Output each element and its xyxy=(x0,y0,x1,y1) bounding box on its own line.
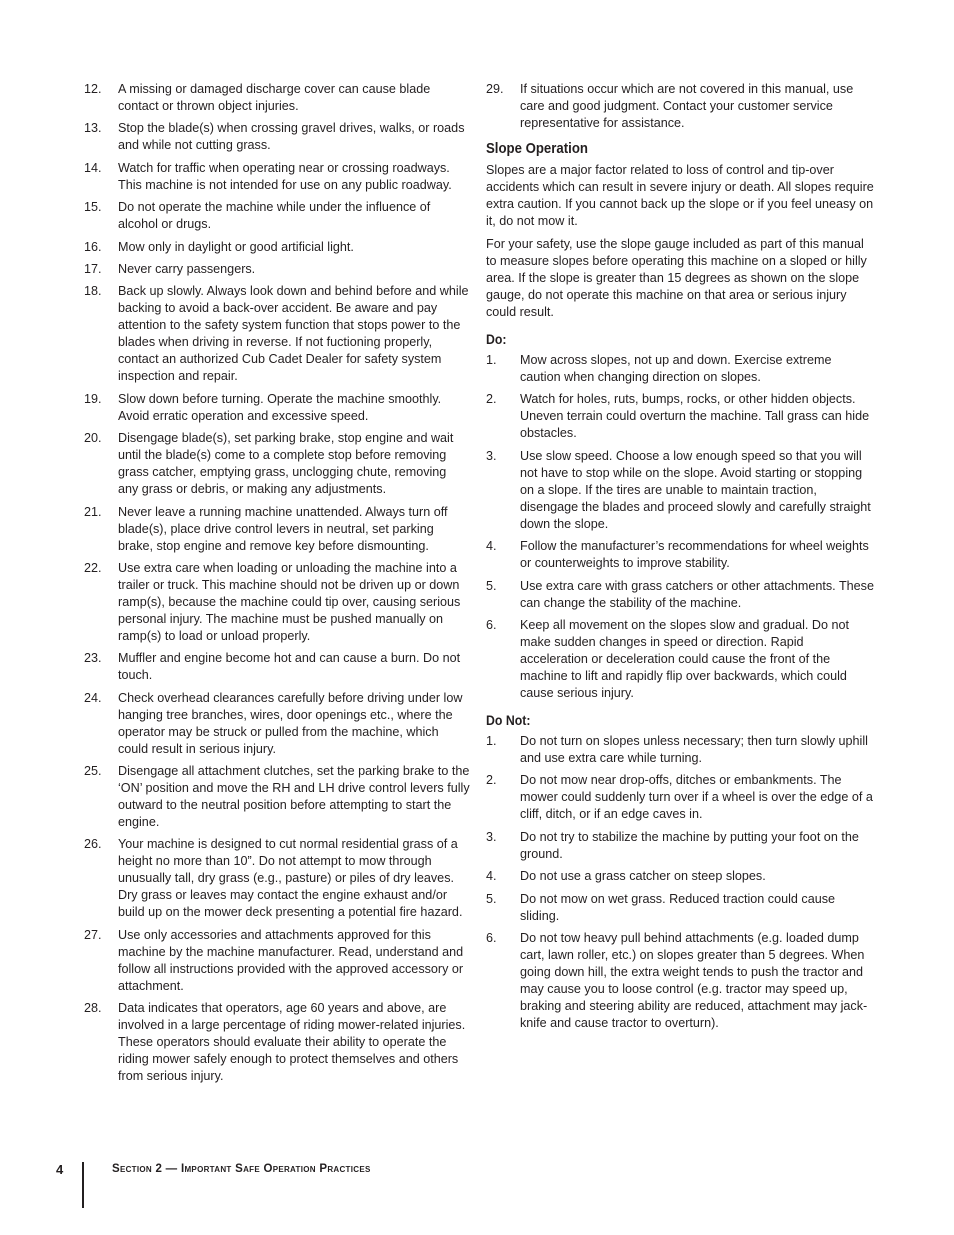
slope-operation-heading: Slope Operation xyxy=(486,140,588,157)
item-number: 2. xyxy=(486,392,497,407)
item-text: Data indicates that operators, age 60 years and above, are involved in a large percentage of riding mower-related injuries. These operators should evaluate their ability to operate the riding mower safely enough to protect themselves and others from serious injury. xyxy=(118,1001,466,1084)
list-item xyxy=(84,199,470,233)
list-item xyxy=(84,560,470,645)
item-number: 14. xyxy=(84,160,102,175)
right-column xyxy=(486,81,874,1037)
list-item xyxy=(84,690,470,758)
item-number: 22. xyxy=(84,560,102,575)
item-number: 2. xyxy=(486,773,497,788)
list-item xyxy=(84,239,470,256)
item-text: Do not use a grass catcher on steep slopes. xyxy=(520,869,766,884)
item-number: 1. xyxy=(486,353,497,367)
item-text: If situations occur which are not covered in this manual, use care and good judgment. Contact your customer service representative for assistance. xyxy=(520,82,854,130)
list-item xyxy=(486,772,874,823)
section-title: Section 2 — Important Safe Operation Practices xyxy=(112,1163,371,1175)
slope-paragraph-1: Slopes are a major factor related to loss of control and tip-over accidents which can result in severe injury or death. All slopes require extra caution. If you cannot back up the slope or if you feel uneasy on it, do not mow it. xyxy=(486,163,874,228)
item-number: 20. xyxy=(84,431,102,446)
left-column xyxy=(84,81,470,1091)
item-number: 3. xyxy=(486,448,497,463)
item-text: Do not operate the machine while under the influence of alcohol or drugs. xyxy=(118,200,431,232)
item-text: Check overhead clearances carefully before driving under low hanging tree branches, wires, door openings etc., where the operator may be struck or pulled from the machine, which could result in serious injury. xyxy=(118,690,463,756)
list-item xyxy=(486,617,874,702)
item-text: Keep all movement on the slopes slow and gradual. Do not make sudden changes in speed or direction. Rapid acceleration or deceleration could cause the front of the machine to lift and rapidly flip over backwards, which could cause serious injury. xyxy=(520,617,850,700)
safety-list xyxy=(84,81,470,1085)
list-item xyxy=(84,763,470,831)
item-number: 17. xyxy=(84,261,102,276)
list-item xyxy=(84,261,470,278)
page-number: 4 xyxy=(56,1162,64,1177)
item-number: 1. xyxy=(486,733,497,748)
item-number: 25. xyxy=(84,764,102,779)
item-text: Never leave a running machine unattended. Always turn off blade(s), place drive control levers in neutral, set parking brake, stop engine and remove key before dismounting. xyxy=(118,504,448,553)
item-number: 6. xyxy=(486,930,497,945)
item-number: 28. xyxy=(84,1001,102,1016)
item-number: 6. xyxy=(486,617,497,632)
list-item xyxy=(84,927,470,995)
do-not-list xyxy=(486,733,874,1032)
list-item xyxy=(84,283,470,385)
item-text: Disengage blade(s), set parking brake, stop engine and wait until the blade(s) come to a complete stop before removing grass catcher, emptying grass, unclogging chute, removing any grass or debris, or making any adjustments. xyxy=(118,431,454,497)
item-number: 13. xyxy=(84,121,102,136)
page-footer xyxy=(56,1162,556,1208)
item-number: 5. xyxy=(486,891,497,906)
list-item xyxy=(84,81,470,115)
item-text: Slow down before turning. Operate the machine smoothly. Avoid erratic operation and excessive speed. xyxy=(118,391,442,423)
list-item xyxy=(486,448,874,533)
list-item xyxy=(486,578,874,612)
list-item xyxy=(486,391,874,442)
item-number: 26. xyxy=(84,837,102,852)
list-item xyxy=(84,836,470,921)
item-text: Stop the blade(s) when crossing gravel drives, walks, or roads and while not cutting grass. xyxy=(118,121,465,153)
item-number: 23. xyxy=(84,651,102,666)
list-item xyxy=(486,891,874,925)
item-number: 18. xyxy=(84,284,102,299)
item-text: A missing or damaged discharge cover can cause blade contact or thrown object injuries. xyxy=(118,82,431,113)
list-item-29 xyxy=(486,81,874,132)
item-text: Watch for traffic when operating near or crossing roadways. This machine is not intended for use on any public roadway. xyxy=(118,160,452,192)
list-item xyxy=(84,504,470,555)
item-number: 19. xyxy=(84,391,102,406)
item-text: Use slow speed. Choose a low enough speed so that you will not have to stop while on the slope. Avoid starting or stopping on a slope. If the tires are unable to maintain traction, disengage the blades and proceed slowly and carefully straight down the slope. xyxy=(520,448,871,531)
item-number: 4. xyxy=(486,869,497,884)
item-text: Back up slowly. Always look down and behind before and while backing to avoid a back-over accident. Be aware and pay attention to the safety system function that stops power to the blades when driving in reverse. If not fuctioning properly, contact an authorized Cub Cadet Dealer for safety system inspection and repair. xyxy=(118,284,469,384)
list-item xyxy=(486,733,874,767)
item-text: Use extra care with grass catchers or other attachments. These can change the stability of the machine. xyxy=(520,578,874,610)
item-number: 21. xyxy=(84,504,102,519)
item-number: 12. xyxy=(84,82,102,96)
item-text: Disengage all attachment clutches, set the parking brake to the ‘ON’ position and move the RH and LH drive control levers fully outward to the neutral position before attempting to start the engine. xyxy=(118,764,470,830)
item-number: 27. xyxy=(84,927,102,942)
item-text: Muffler and engine become hot and can cause a burn. Do not touch. xyxy=(118,651,461,683)
item-number: 15. xyxy=(84,200,102,215)
item-text: Mow across slopes, not up and down. Exercise extreme caution when changing direction on slopes. xyxy=(520,353,832,384)
slope-paragraph-2: For your safety, use the slope gauge included as part of this manual to measure slopes before operating this machine on a sloped or hilly area. If the slope is greater than 15 degrees as shown on the slope gauge, do not operate this machine on that area or serious injury could result. xyxy=(486,237,867,319)
item-text: Do not tow heavy pull behind attachments (e.g. loaded dump cart, lawn roller, etc.) on slopes greater than 5 degrees. When going down hill, the extra weight tends to push the tractor and may cause you to loose control (e.g. tractor may speed up, braking and steering ability are reduced, attachment may jack-knife and cause tractor to overturn). xyxy=(520,930,868,1030)
item-text: Do not turn on slopes unless necessary; then turn slowly uphill and use extra care while turning. xyxy=(520,733,868,765)
list-item xyxy=(84,120,470,154)
do-list xyxy=(486,352,874,702)
do-heading: Do: xyxy=(486,331,507,347)
item-text: Watch for holes, ruts, bumps, rocks, or other hidden objects. Uneven terrain could overturn the machine. Tall grass can hide obstacles. xyxy=(520,392,870,441)
list-item xyxy=(486,829,874,863)
footer-divider xyxy=(82,1162,84,1208)
item-text: Your machine is designed to cut normal residential grass of a height no more than 10”. Do not attempt to mow through unusually tall, dry grass (e.g., pasture) or piles of dry leaves. Dry grass or leaves may contact the engine exhaust and/or build up on the mower deck presenting a potential fire hazard. xyxy=(118,837,463,920)
item-text: Do not mow near drop-offs, ditches or embankments. The mower could suddenly turn over if a wheel is over the edge of a cliff, ditch, or if an edge caves in. xyxy=(520,773,873,822)
list-item xyxy=(84,430,470,498)
list-item xyxy=(486,538,874,572)
item-text: Do not mow on wet grass. Reduced traction could cause sliding. xyxy=(520,891,836,923)
item-number: 24. xyxy=(84,690,102,705)
list-item xyxy=(486,868,874,885)
do-not-heading: Do Not: xyxy=(486,711,531,728)
item-text: Follow the manufacturer’s recommendations for wheel weights or counterweights to improve stability. xyxy=(520,539,869,571)
list-item xyxy=(486,930,874,1032)
item-text: Never carry passengers. xyxy=(118,261,256,276)
item-number: 3. xyxy=(486,829,497,844)
item-text: Do not try to stabilize the machine by putting your foot on the ground. xyxy=(520,829,859,861)
item-text: Mow only in daylight or good artificial light. xyxy=(118,239,354,254)
list-item xyxy=(84,391,470,425)
item-number: 4. xyxy=(486,539,497,554)
list-item xyxy=(84,1000,470,1085)
item-number: 29. xyxy=(486,82,504,96)
item-number: 5. xyxy=(486,578,497,593)
list-item xyxy=(486,352,874,386)
list-item xyxy=(84,650,470,684)
item-text: Use only accessories and attachments approved for this machine by the machine manufacturer. Read, understand and follow all instructions provided with the approved accessory or attachment. xyxy=(118,927,464,993)
list-item xyxy=(84,160,470,194)
item-text: Use extra care when loading or unloading the machine into a trailer or truck. This machine should not be driven up or down ramp(s), because the machine could tip over, causing serious personal injury. The machine must be pushed manually on ramp(s) to load or unload properly. xyxy=(118,560,461,643)
item-number: 16. xyxy=(84,239,102,254)
